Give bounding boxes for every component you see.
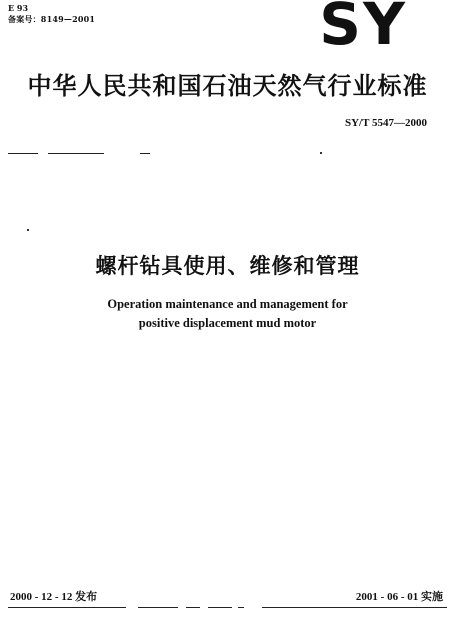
speck: [27, 229, 29, 231]
standard-number: SY/T 5547—2000: [344, 117, 427, 129]
issue-date: 2000 - 12 - 12 发布: [10, 591, 98, 603]
document-title-english-line-1: Operation maintenance and management for: [107, 297, 348, 311]
footer-rule-6: [262, 607, 447, 608]
document-title-chinese: 螺杆钻具使用、维修和管理: [95, 254, 360, 278]
footer-rule-4: [208, 607, 232, 608]
header-rule-2: [48, 153, 104, 154]
standard-category-title: 中华人民共和国石油天然气行业标准: [27, 72, 428, 100]
implementation-date: 2001 - 06 - 01 实施: [355, 591, 443, 603]
record-number: 备案号：8149—2001: [8, 14, 96, 24]
speck: [320, 152, 322, 154]
footer-rule-1: [8, 607, 126, 608]
sy-logo: SY: [319, 0, 407, 58]
header-rule-3: [140, 153, 150, 154]
footer-rule-5: [238, 607, 244, 608]
footer-rule-2: [138, 607, 178, 608]
footer-rule-3: [186, 607, 200, 608]
classification-code: E 93: [8, 3, 29, 13]
header-rule-1: [8, 153, 38, 154]
document-title-english-line-2: positive displacement mud motor: [138, 316, 317, 330]
